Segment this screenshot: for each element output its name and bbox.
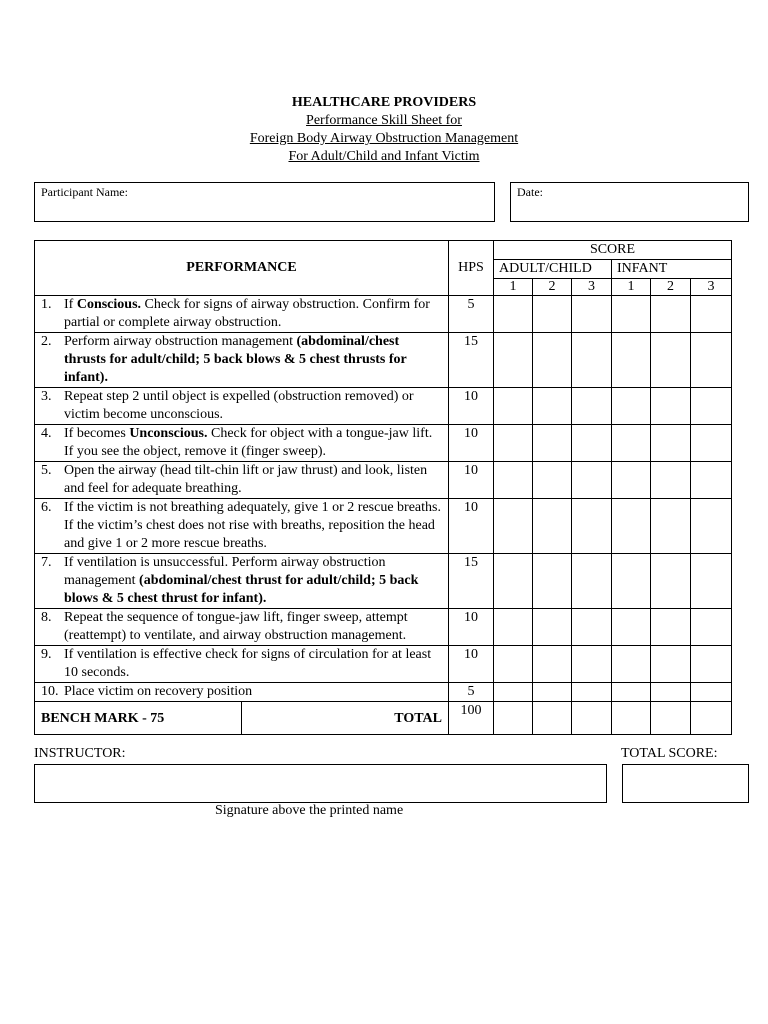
score-cell[interactable] xyxy=(494,333,533,388)
score-cell[interactable] xyxy=(612,333,651,388)
score-cell[interactable] xyxy=(691,609,732,646)
hps-value: 10 xyxy=(449,609,494,646)
score-cell[interactable] xyxy=(691,296,732,333)
score-cell[interactable] xyxy=(494,388,533,425)
participant-name-field[interactable] xyxy=(34,182,495,222)
hps-value: 5 xyxy=(449,683,494,702)
step-number: 4. xyxy=(41,426,52,441)
score-cell[interactable] xyxy=(691,499,732,554)
document-header xyxy=(0,94,768,166)
score-cell[interactable] xyxy=(494,646,533,683)
step-text xyxy=(64,296,444,332)
step-number: 10. xyxy=(41,684,59,699)
score-cell[interactable] xyxy=(533,462,572,499)
score-cell[interactable] xyxy=(572,646,612,683)
infant-header: INFANT xyxy=(612,260,732,279)
step-text-segment: If ventilation is effective check for signs of circulation for at least 10 seconds. xyxy=(64,647,432,680)
performance-row xyxy=(35,296,732,333)
score-cell[interactable] xyxy=(651,646,691,683)
score-cell[interactable] xyxy=(572,609,612,646)
adult-child-header: ADULT/CHILD xyxy=(494,260,612,279)
performance-row xyxy=(35,554,732,609)
document-title: HEALTHCARE PROVIDERS xyxy=(291,95,477,110)
performance-row xyxy=(35,499,732,554)
performance-row xyxy=(35,646,732,683)
step-text-segment: If xyxy=(64,297,77,312)
score-cell[interactable] xyxy=(612,462,651,499)
score-cell[interactable] xyxy=(651,296,691,333)
score-cell[interactable] xyxy=(572,554,612,609)
step-text xyxy=(64,333,444,387)
total-label: TOTAL xyxy=(242,702,449,735)
step-text-bold: (abdominal/chest thrusts for adult/child; 5 back blows & 5 chest thrusts for infant). xyxy=(64,334,407,385)
score-cell[interactable] xyxy=(494,609,533,646)
step-number: 8. xyxy=(41,610,52,625)
score-cell[interactable] xyxy=(612,499,651,554)
score-cell[interactable] xyxy=(612,554,651,609)
score-cell[interactable] xyxy=(494,683,533,702)
score-cell[interactable] xyxy=(612,683,651,702)
performance-step xyxy=(35,333,449,388)
score-cell[interactable] xyxy=(494,554,533,609)
score-cell[interactable] xyxy=(651,388,691,425)
score-cell[interactable] xyxy=(533,388,572,425)
performance-step xyxy=(35,499,449,554)
trial-number: 1 xyxy=(494,279,533,296)
score-cell[interactable] xyxy=(651,333,691,388)
step-text xyxy=(64,609,444,645)
document-subtitle-line-1: Performance Skill Sheet for xyxy=(306,113,462,128)
score-cell[interactable] xyxy=(572,499,612,554)
score-cell[interactable] xyxy=(533,554,572,609)
score-cell[interactable] xyxy=(494,499,533,554)
score-cell[interactable] xyxy=(572,388,612,425)
score-cell[interactable] xyxy=(612,296,651,333)
instructor-label: INSTRUCTOR: xyxy=(34,746,126,761)
hps-header: HPS xyxy=(449,241,494,296)
document-subtitle-line-3: For Adult/Child and Infant Victim xyxy=(288,149,480,164)
score-cell[interactable] xyxy=(691,683,732,702)
step-number: 6. xyxy=(41,500,52,515)
hps-value: 15 xyxy=(449,333,494,388)
score-cell[interactable] xyxy=(572,462,612,499)
performance-row xyxy=(35,609,732,646)
total-score-cell[interactable] xyxy=(691,702,732,735)
instructor-signature-field[interactable] xyxy=(34,764,607,803)
score-cell[interactable] xyxy=(572,333,612,388)
trial-number: 1 xyxy=(612,279,651,296)
performance-step xyxy=(35,296,449,333)
step-text-segment: Open the airway (head tilt-chin lift or jaw thrust) and look, listen and feel for adequate breathing. xyxy=(64,463,428,496)
performance-step xyxy=(35,462,449,499)
step-number: 5. xyxy=(41,463,52,478)
signature-note: Signature above the printed name xyxy=(215,803,404,818)
trial-number: 2 xyxy=(533,279,572,296)
score-cell[interactable] xyxy=(612,388,651,425)
score-cell[interactable] xyxy=(691,333,732,388)
performance-step xyxy=(35,609,449,646)
performance-header: PERFORMANCE xyxy=(35,241,449,296)
score-cell[interactable] xyxy=(533,333,572,388)
performance-step xyxy=(35,425,449,462)
total-score-cell[interactable] xyxy=(494,702,533,735)
step-number: 3. xyxy=(41,389,52,404)
score-cell[interactable] xyxy=(691,646,732,683)
score-cell[interactable] xyxy=(533,296,572,333)
hps-value: 10 xyxy=(449,388,494,425)
hps-value: 10 xyxy=(449,462,494,499)
date-field[interactable] xyxy=(510,182,749,222)
score-cell[interactable] xyxy=(691,425,732,462)
step-text xyxy=(64,554,444,608)
score-cell[interactable] xyxy=(494,296,533,333)
performance-items xyxy=(35,296,732,702)
score-cell[interactable] xyxy=(533,683,572,702)
step-text-segment: Check for object with a tongue-jaw lift. If you see the object, remove it (finger sweep). xyxy=(64,426,433,459)
performance-row xyxy=(35,462,732,499)
performance-table xyxy=(34,240,732,735)
step-text-bold: Unconscious. xyxy=(129,426,208,441)
total-score-label: TOTAL SCORE: xyxy=(621,746,718,761)
score-header: SCORE xyxy=(494,241,732,260)
total-score-field[interactable] xyxy=(622,764,749,803)
score-cell[interactable] xyxy=(651,554,691,609)
score-cell[interactable] xyxy=(651,462,691,499)
score-cell[interactable] xyxy=(691,554,732,609)
step-number: 7. xyxy=(41,555,52,570)
total-score-cell[interactable] xyxy=(651,702,691,735)
score-cell[interactable] xyxy=(533,646,572,683)
score-cell[interactable] xyxy=(572,683,612,702)
score-cell[interactable] xyxy=(691,388,732,425)
step-number: 9. xyxy=(41,647,52,662)
step-text-segment: Place victim on recovery position xyxy=(64,684,253,699)
performance-row xyxy=(35,425,732,462)
step-text-segment: Repeat step 2 until object is expelled (obstruction removed) or victim become unconscious. xyxy=(64,389,414,422)
step-text xyxy=(64,388,444,424)
score-cell[interactable] xyxy=(494,425,533,462)
trial-number: 3 xyxy=(691,279,732,296)
performance-row xyxy=(35,683,732,702)
performance-step xyxy=(35,683,449,702)
step-text xyxy=(64,499,444,553)
step-number: 2. xyxy=(41,334,52,349)
score-cell[interactable] xyxy=(572,296,612,333)
document-subtitle-line-2: Foreign Body Airway Obstruction Management xyxy=(249,131,519,146)
hps-value: 10 xyxy=(449,499,494,554)
score-cell[interactable] xyxy=(612,609,651,646)
step-number: 1. xyxy=(41,297,52,312)
bench-mark-label: BENCH MARK - 75 xyxy=(35,702,242,735)
step-text xyxy=(64,683,444,701)
step-text-segment: Perform airway obstruction management xyxy=(64,334,297,349)
score-cell[interactable] xyxy=(691,462,732,499)
score-cell[interactable] xyxy=(612,646,651,683)
participant-name-label: Participant Name: xyxy=(41,185,128,199)
total-score-cell[interactable] xyxy=(533,702,572,735)
trial-number: 3 xyxy=(572,279,612,296)
score-cell[interactable] xyxy=(572,425,612,462)
step-text-segment: Check for signs of airway obstruction. Confirm for partial or complete airway obstruction. xyxy=(64,297,430,330)
hps-value: 10 xyxy=(449,425,494,462)
step-text xyxy=(64,646,444,682)
step-text-bold: Conscious. xyxy=(76,297,142,312)
step-text-bold: (abdominal/chest thrust for adult/child; 5 back blows & 5 chest thrust for infant). xyxy=(64,573,419,606)
performance-step xyxy=(35,554,449,609)
performance-row xyxy=(35,388,732,425)
step-text-segment: If becomes xyxy=(64,426,130,441)
score-cell[interactable] xyxy=(533,609,572,646)
date-label: Date: xyxy=(517,185,543,199)
score-cell[interactable] xyxy=(533,425,572,462)
score-cell[interactable] xyxy=(494,462,533,499)
step-text-segment: Repeat the sequence of tongue-jaw lift, finger sweep, attempt (reattempt) to ventilate, and airway obstruction management. xyxy=(64,610,408,643)
score-cell[interactable] xyxy=(651,609,691,646)
performance-step xyxy=(35,388,449,425)
step-text-segment: If the victim is not breathing adequately, give 1 or 2 rescue breaths. If the victim’s chest does not rise with breaths, reposition the head and give 1 or 2 more rescue breaths. xyxy=(64,500,441,551)
hps-value: 15 xyxy=(449,554,494,609)
total-hps-value: 100 xyxy=(449,702,494,735)
step-text xyxy=(64,462,444,498)
performance-step xyxy=(35,646,449,683)
total-score-cell[interactable] xyxy=(572,702,612,735)
performance-row xyxy=(35,333,732,388)
score-cell[interactable] xyxy=(612,425,651,462)
score-cell[interactable] xyxy=(651,683,691,702)
hps-value: 10 xyxy=(449,646,494,683)
hps-value: 5 xyxy=(449,296,494,333)
total-score-cell[interactable] xyxy=(612,702,651,735)
trial-number: 2 xyxy=(651,279,691,296)
step-text-segment: If ventilation is unsuccessful. Perform airway obstruction management xyxy=(64,555,386,588)
score-cell[interactable] xyxy=(651,425,691,462)
score-cell[interactable] xyxy=(651,499,691,554)
score-cell[interactable] xyxy=(533,499,572,554)
step-text xyxy=(64,425,444,461)
